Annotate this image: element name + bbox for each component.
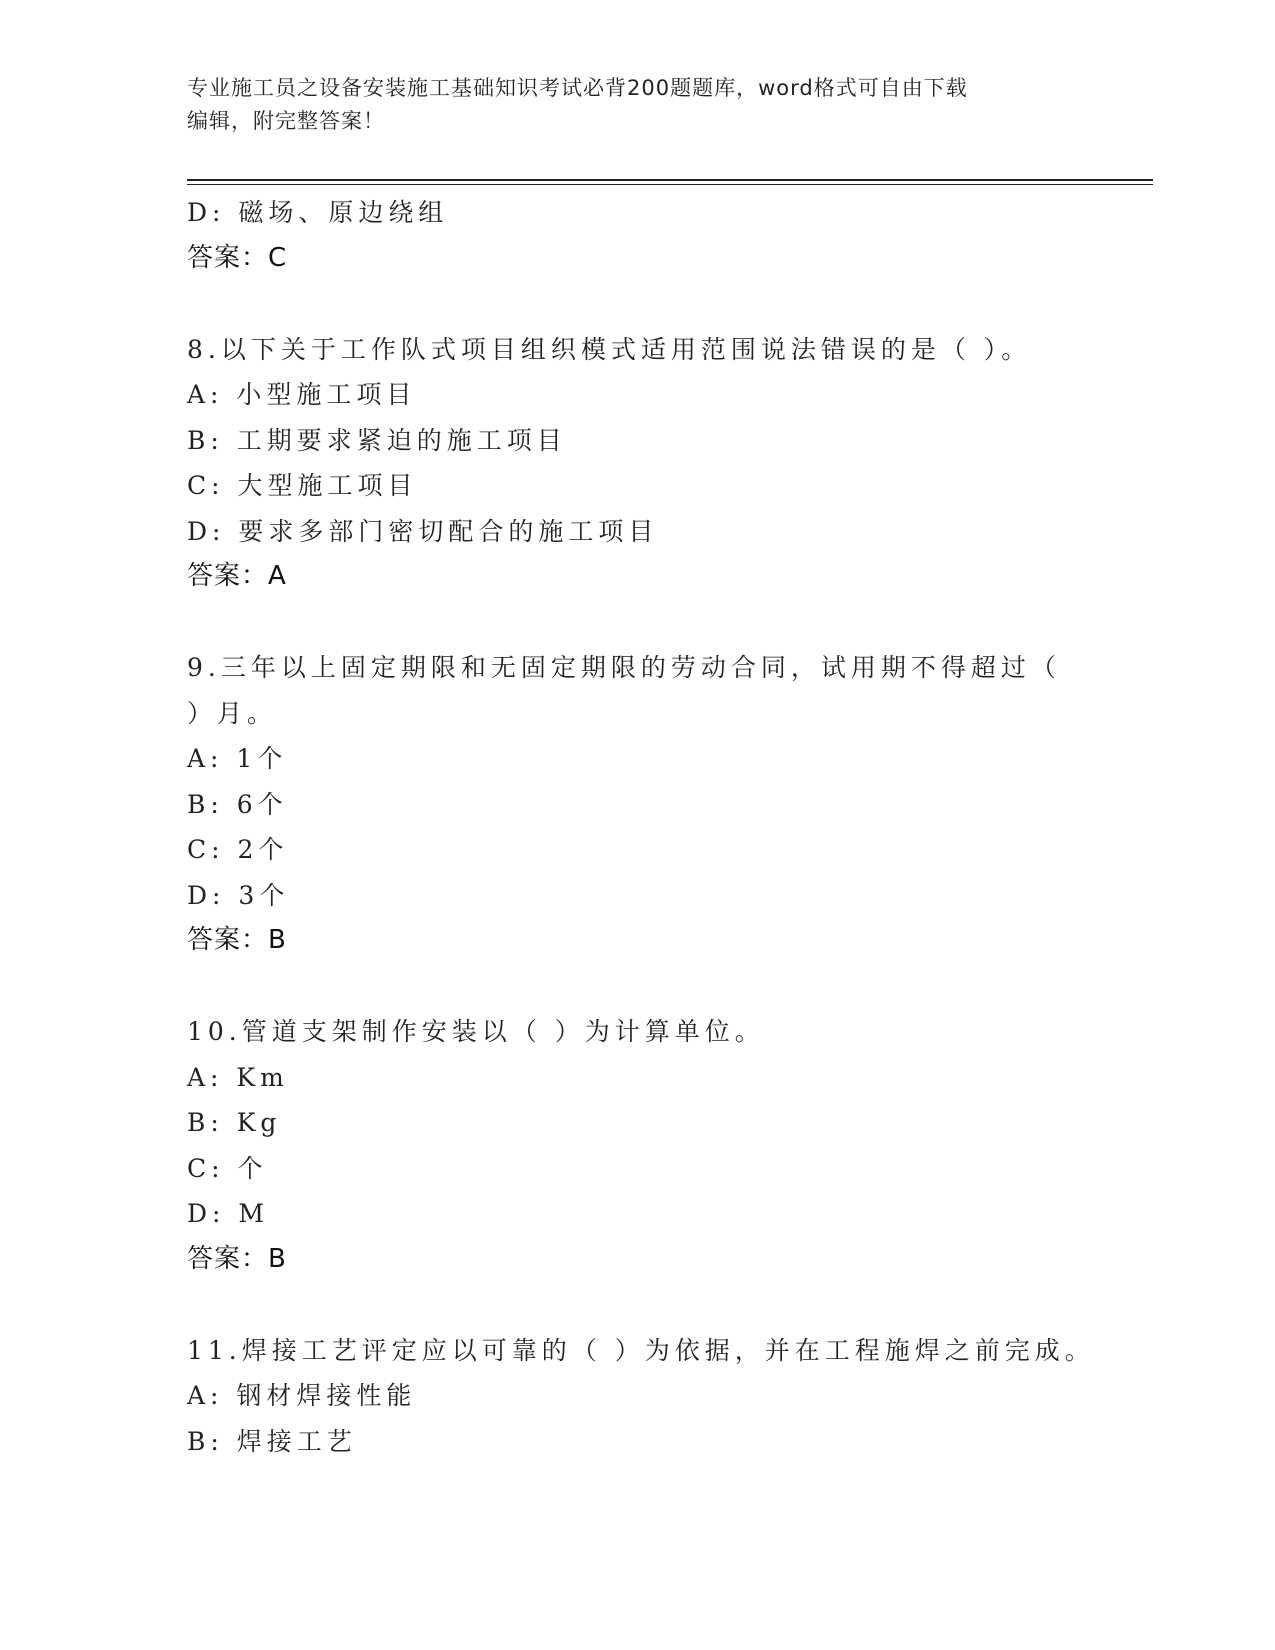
header-divider-thick	[187, 179, 1153, 181]
question-10-option-d: D: M	[187, 1199, 270, 1228]
question-list	[187, 190, 1095, 1464]
question-10	[187, 1009, 1087, 1282]
question-8-stem: 8.以下关于工作队式项目组织模式适用范围说法错误的是（ ）。	[187, 334, 1032, 364]
question-10-option-c: C: 个	[187, 1153, 268, 1183]
question-11-option-a: A: 钢材焊接性能	[187, 1381, 417, 1410]
question-9-stem: 9.三年以上固定期限和无固定期限的劳动合同，试用期不得超过（ ）月。	[187, 653, 1061, 728]
question-10-answer: 答案：B	[187, 1243, 287, 1274]
question-7-tail	[187, 190, 1087, 281]
question-11-stem: 11.焊接工艺评定应以可靠的（ ）为依据，并在工程施焊之前完成。	[187, 1335, 1095, 1365]
question-9	[187, 645, 1087, 964]
question-10-stem: 10.管道支架制作安装以（ ）为计算单位。	[187, 1017, 765, 1046]
header-title-line-2: 编辑，附完整答案！	[187, 109, 385, 133]
question-8	[187, 327, 1087, 600]
header-title-line-1: 专业施工员之设备安装施工基础知识考试必背200题题库，word格式可自由下载	[187, 76, 968, 100]
question-10-option-b: B: Kg	[187, 1108, 282, 1137]
spacer	[187, 281, 1087, 327]
question-8-option-a: A: 小型施工项目	[187, 380, 417, 409]
spacer	[187, 964, 1087, 1010]
question-9-answer: 答案：B	[187, 925, 287, 955]
question-8-option-d: D: 要求多部门密切配合的施工项目	[187, 516, 659, 546]
document-header	[187, 72, 1087, 138]
question-8-option-b: B: 工期要求紧迫的施工项目	[187, 425, 567, 455]
question-9-option-a: A: 1个	[187, 744, 288, 773]
question-9-option-b: B: 6个	[187, 789, 288, 819]
question-11	[187, 1328, 1095, 1465]
spacer	[187, 600, 1087, 646]
question-7-answer: 答案：C	[187, 242, 288, 273]
spacer	[187, 1282, 1087, 1328]
question-7-option-d: D: 磁场、原边绕组	[187, 198, 449, 227]
question-9-option-d: D: 3个	[187, 880, 290, 910]
question-10-option-a: A: Km	[187, 1062, 289, 1092]
question-11-option-b: B: 焊接工艺	[187, 1426, 357, 1456]
question-8-answer: 答案：A	[187, 561, 287, 591]
header-divider-thin	[187, 184, 1153, 185]
question-9-option-c: C: 2个	[187, 835, 289, 864]
question-8-option-c: C: 大型施工项目	[187, 471, 418, 500]
